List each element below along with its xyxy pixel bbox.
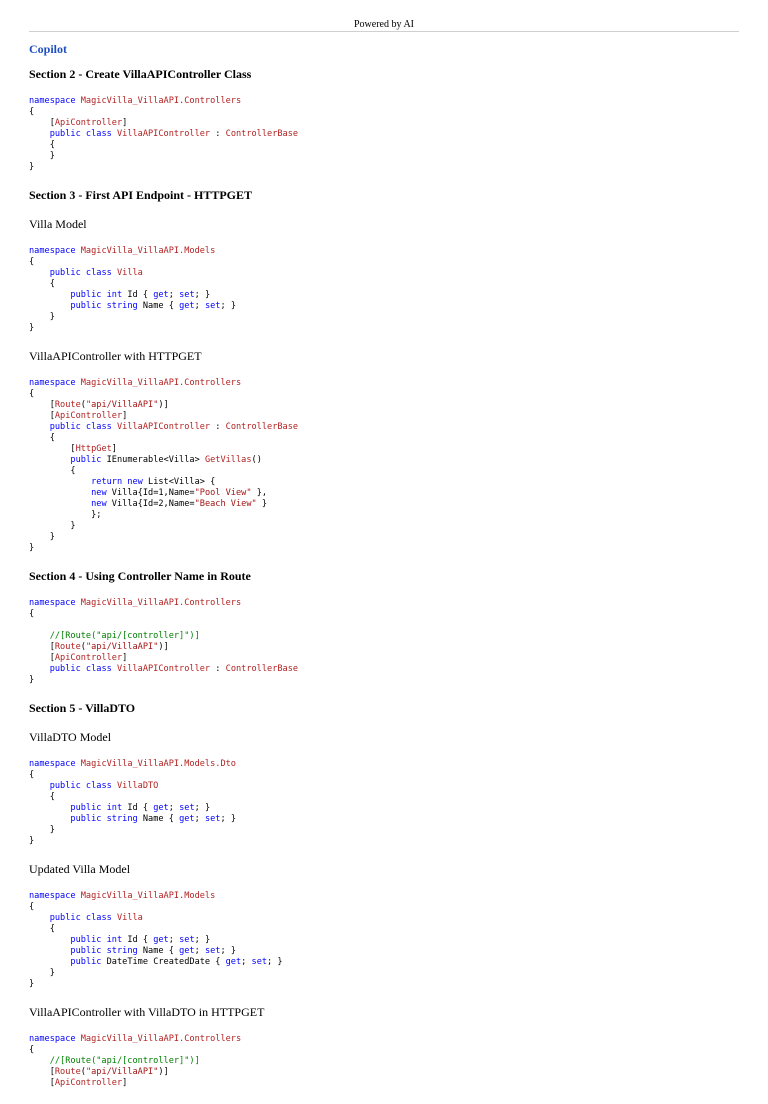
code-line: [29, 323, 739, 334]
code-token: }: [29, 979, 35, 989]
code-line: [29, 444, 739, 455]
code-token: {: [29, 792, 55, 802]
code-line: [29, 510, 739, 521]
code-line: [29, 1078, 739, 1089]
subsection-heading: Updated Villa Model: [29, 862, 131, 876]
code-token: [: [29, 1078, 55, 1088]
code-token: ;: [241, 957, 252, 967]
code-token: [29, 455, 70, 465]
code-token: public class: [49, 913, 117, 923]
code-token: };: [29, 510, 102, 520]
code-token: VillaAPIController: [116, 129, 211, 139]
code-token: [: [29, 444, 76, 454]
code-token: namespace: [29, 598, 81, 608]
code-token: public int: [70, 290, 128, 300]
code-line: [29, 675, 739, 686]
powered-by-header: Powered by AI: [354, 19, 414, 30]
code-line: [29, 140, 739, 151]
code-token: [: [29, 1067, 55, 1077]
code-token: namespace: [29, 246, 81, 256]
code-token: (: [80, 400, 86, 410]
code-token: ]: [122, 411, 128, 421]
code-token: [29, 913, 50, 923]
code-line: [29, 411, 739, 422]
code-token: }: [29, 543, 35, 553]
code-token: ]: [122, 653, 128, 663]
code-token: public string: [70, 946, 143, 956]
code-line: [29, 979, 739, 990]
code-line: [29, 301, 739, 312]
code-token: ApiController: [54, 118, 123, 128]
code-line: [29, 118, 739, 129]
spacer: [29, 1089, 739, 1104]
section-heading: Section 5 - VillaDTO: [29, 701, 136, 715]
code-token: Villa: [116, 268, 143, 278]
code-token: ;: [168, 935, 180, 945]
code-token: }: [29, 825, 55, 835]
code-line: [29, 1045, 739, 1056]
code-token: "api/VillaAPI": [85, 400, 159, 410]
code-token: ControllerBase: [225, 664, 299, 674]
header-divider: [29, 31, 739, 32]
code-line: [29, 891, 739, 902]
code-token: }: [29, 836, 35, 846]
code-token: MagicVilla_VillaAPI.Models.Dto: [80, 759, 236, 769]
code-line: [29, 455, 739, 466]
code-line: [29, 400, 739, 411]
spacer: [29, 203, 739, 217]
code-line: [29, 378, 739, 389]
code-token: ControllerBase: [225, 129, 299, 139]
code-token: public: [70, 957, 107, 967]
code-token: {: [29, 140, 55, 150]
code-line: [29, 792, 739, 803]
code-block: [29, 96, 739, 173]
code-token: [29, 499, 91, 509]
subsection-heading: VillaAPIController with VillaDTO in HTTPGET: [29, 1005, 265, 1019]
code-line: [29, 499, 739, 510]
code-token: Route: [54, 1067, 81, 1077]
code-token: }: [29, 521, 76, 531]
spacer: [29, 745, 739, 759]
code-token: {: [29, 1045, 35, 1055]
code-token: ApiController: [54, 653, 123, 663]
code-token: [29, 477, 91, 487]
code-line: [29, 466, 739, 477]
code-token: {: [29, 107, 35, 117]
code-line: [29, 609, 739, 620]
code-token: ]: [122, 118, 128, 128]
code-token: ApiController: [54, 1078, 123, 1088]
code-token: "api/VillaAPI": [85, 1067, 159, 1077]
code-token: [29, 129, 50, 139]
code-line: [29, 129, 739, 140]
code-token: namespace: [29, 378, 81, 388]
code-token: [: [29, 653, 55, 663]
code-line: [29, 631, 739, 642]
code-line: [29, 1067, 739, 1078]
code-line: [29, 290, 739, 301]
code-token: ControllerBase: [225, 422, 299, 432]
code-token: ; }: [194, 803, 211, 813]
code-token: Villa{Id=2,Name=: [111, 499, 195, 509]
code-token: }: [256, 499, 268, 509]
code-token: [29, 422, 50, 432]
code-line: [29, 151, 739, 162]
code-token: get: [179, 301, 195, 311]
subsection-heading: VillaAPIController with HTTPGET: [29, 349, 202, 363]
code-token: :: [210, 422, 226, 432]
code-line: [29, 814, 739, 825]
code-line: [29, 162, 739, 173]
code-line: [29, 803, 739, 814]
spacer: [29, 847, 739, 862]
code-line: [29, 107, 739, 118]
code-token: :: [210, 664, 226, 674]
code-token: Name {: [142, 301, 180, 311]
code-token: set: [204, 946, 221, 956]
code-line: [29, 96, 739, 107]
code-token: ]: [122, 1078, 128, 1088]
subsection-heading: VillaDTO Model: [29, 730, 112, 744]
code-token: public: [70, 455, 107, 465]
code-token: VillaAPIController: [116, 422, 211, 432]
code-token: get: [179, 946, 195, 956]
code-token: public class: [49, 664, 117, 674]
code-line: [29, 924, 739, 935]
code-line: [29, 968, 739, 979]
spacer: [29, 716, 739, 730]
code-token: (: [80, 642, 86, 652]
spacer: [29, 364, 739, 378]
code-token: {: [29, 433, 55, 443]
code-line: [29, 759, 739, 770]
code-line: [29, 836, 739, 847]
code-block: [29, 1034, 739, 1089]
code-token: }: [29, 968, 55, 978]
code-token: Id {: [127, 290, 154, 300]
code-token: ; }: [220, 301, 237, 311]
code-token: public string: [70, 814, 143, 824]
code-token: ; }: [267, 957, 283, 967]
code-line: [29, 653, 739, 664]
code-token: VillaAPIController: [116, 664, 211, 674]
code-token: }: [29, 532, 55, 542]
code-block: [29, 759, 739, 847]
code-token: ; }: [220, 814, 237, 824]
code-token: MagicVilla_VillaAPI.Controllers: [80, 96, 242, 106]
code-token: Id {: [127, 935, 154, 945]
code-token: public int: [70, 935, 128, 945]
code-token: namespace: [29, 96, 81, 106]
code-token: )]: [158, 400, 169, 410]
code-block: [29, 598, 739, 686]
code-token: get: [225, 957, 242, 967]
code-line: [29, 543, 739, 554]
code-token: {: [29, 279, 55, 289]
code-token: get: [179, 814, 195, 824]
code-token: },: [251, 488, 268, 498]
code-token: (: [80, 1067, 86, 1077]
code-line: [29, 946, 739, 957]
code-token: set: [204, 301, 221, 311]
code-token: ;: [194, 301, 205, 311]
code-token: "Beach View": [194, 499, 257, 509]
code-token: }: [29, 675, 35, 685]
subsection-heading: Villa Model: [29, 217, 87, 231]
code-token: Id {: [127, 803, 154, 813]
code-token: get: [153, 290, 169, 300]
code-token: return new: [91, 477, 149, 487]
code-token: //[Route("api/[controller]")]: [29, 631, 200, 641]
spacer: [29, 1020, 739, 1034]
code-token: HttpGet: [75, 444, 112, 454]
code-token: public class: [49, 422, 117, 432]
code-block: [29, 891, 739, 990]
code-token: [: [29, 411, 55, 421]
code-line: [29, 1056, 739, 1067]
code-token: public string: [70, 301, 143, 311]
code-token: MagicVilla_VillaAPI.Models: [80, 891, 216, 901]
code-token: ;: [194, 946, 205, 956]
code-token: public class: [49, 268, 117, 278]
code-token: set: [179, 290, 195, 300]
code-token: ;: [194, 814, 205, 824]
code-token: Name {: [142, 946, 180, 956]
code-line: [29, 902, 739, 913]
code-token: set: [251, 957, 268, 967]
code-token: ; }: [220, 946, 237, 956]
code-token: public int: [70, 803, 128, 813]
code-line: [29, 935, 739, 946]
spacer: [29, 990, 739, 1005]
code-token: )]: [158, 642, 169, 652]
section-heading: Section 3 - First API Endpoint - HTTPGET: [29, 188, 253, 202]
code-token: {: [29, 609, 35, 619]
spacer: [29, 877, 739, 891]
code-token: Route: [54, 400, 81, 410]
code-block: [29, 378, 739, 554]
code-token: ; }: [194, 290, 211, 300]
code-token: namespace: [29, 1034, 81, 1044]
code-token: ;: [168, 290, 180, 300]
section-heading: Section 2 - Create VillaAPIController Class: [29, 67, 252, 81]
code-line: [29, 642, 739, 653]
code-line: [29, 664, 739, 675]
code-line: [29, 477, 739, 488]
spacer: [29, 334, 739, 349]
code-token: new: [91, 499, 112, 509]
code-token: [29, 268, 50, 278]
code-line: [29, 246, 739, 257]
code-token: [29, 946, 70, 956]
spacer: [29, 686, 739, 701]
code-token: {: [29, 257, 35, 267]
code-token: DateTime CreatedDate {: [106, 957, 226, 967]
code-token: VillaDTO: [116, 781, 159, 791]
code-token: MagicVilla_VillaAPI.Controllers: [80, 598, 242, 608]
code-token: MagicVilla_VillaAPI.Controllers: [80, 1034, 242, 1044]
code-line: [29, 312, 739, 323]
code-token: ; }: [194, 935, 211, 945]
code-line: [29, 257, 739, 268]
code-line: [29, 279, 739, 290]
code-token: MagicVilla_VillaAPI.Controllers: [80, 378, 242, 388]
code-token: [29, 957, 70, 967]
code-token: [: [29, 642, 55, 652]
copilot-title: Copilot: [29, 42, 68, 56]
code-token: Route: [54, 642, 81, 652]
code-token: ]: [111, 444, 117, 454]
code-line: [29, 825, 739, 836]
code-token: {: [29, 466, 76, 476]
code-token: [: [29, 118, 55, 128]
code-token: ApiController: [54, 411, 123, 421]
code-line: [29, 957, 739, 968]
code-token: new: [91, 488, 112, 498]
code-token: {: [29, 924, 55, 934]
code-token: Villa{Id=1,Name=: [111, 488, 195, 498]
code-token: [29, 488, 91, 498]
code-token: {: [29, 770, 35, 780]
code-token: get: [153, 803, 169, 813]
code-token: "api/VillaAPI": [85, 642, 159, 652]
code-token: MagicVilla_VillaAPI.Models: [80, 246, 216, 256]
spacer: [29, 173, 739, 188]
code-token: [29, 935, 70, 945]
code-token: [29, 290, 70, 300]
code-line: [29, 433, 739, 444]
code-token: {: [29, 902, 35, 912]
spacer: [29, 232, 739, 246]
code-token: }: [29, 162, 35, 172]
code-token: [29, 664, 50, 674]
code-token: Villa: [116, 913, 143, 923]
code-token: }: [29, 151, 55, 161]
code-line: [29, 268, 739, 279]
section-heading: Section 4 - Using Controller Name in Route: [29, 569, 251, 583]
code-token: [29, 803, 70, 813]
code-token: ;: [168, 803, 180, 813]
code-line: [29, 1034, 739, 1045]
code-line: [29, 620, 739, 631]
spacer: [29, 584, 739, 598]
code-token: [29, 781, 50, 791]
code-token: get: [153, 935, 169, 945]
code-token: set: [204, 814, 221, 824]
code-token: "Pool View": [194, 488, 252, 498]
code-token: [: [29, 400, 55, 410]
code-token: List<Villa> {: [148, 477, 216, 487]
spacer: [29, 554, 739, 569]
spacer: [29, 82, 739, 96]
code-token: [29, 814, 70, 824]
code-token: GetVillas: [204, 455, 252, 465]
code-token: )]: [158, 1067, 169, 1077]
code-line: [29, 389, 739, 400]
code-token: namespace: [29, 759, 81, 769]
code-line: [29, 532, 739, 543]
code-line: [29, 913, 739, 924]
code-token: IEnumerable<Villa>: [106, 455, 205, 465]
code-token: [29, 301, 70, 311]
code-token: (): [251, 455, 262, 465]
code-token: }: [29, 323, 35, 333]
code-token: //[Route("api/[controller]")]: [29, 1056, 200, 1066]
document-body: [29, 67, 739, 1104]
code-line: [29, 770, 739, 781]
code-token: {: [29, 389, 35, 399]
code-token: namespace: [29, 891, 81, 901]
code-block: [29, 246, 739, 334]
code-line: [29, 488, 739, 499]
code-line: [29, 521, 739, 532]
code-token: :: [210, 129, 226, 139]
code-token: set: [179, 935, 195, 945]
code-line: [29, 781, 739, 792]
code-line: [29, 598, 739, 609]
code-token: public class: [49, 781, 117, 791]
code-token: }: [29, 312, 55, 322]
code-token: set: [179, 803, 195, 813]
code-token: public class: [49, 129, 117, 139]
code-line: [29, 422, 739, 433]
code-token: Name {: [142, 814, 180, 824]
